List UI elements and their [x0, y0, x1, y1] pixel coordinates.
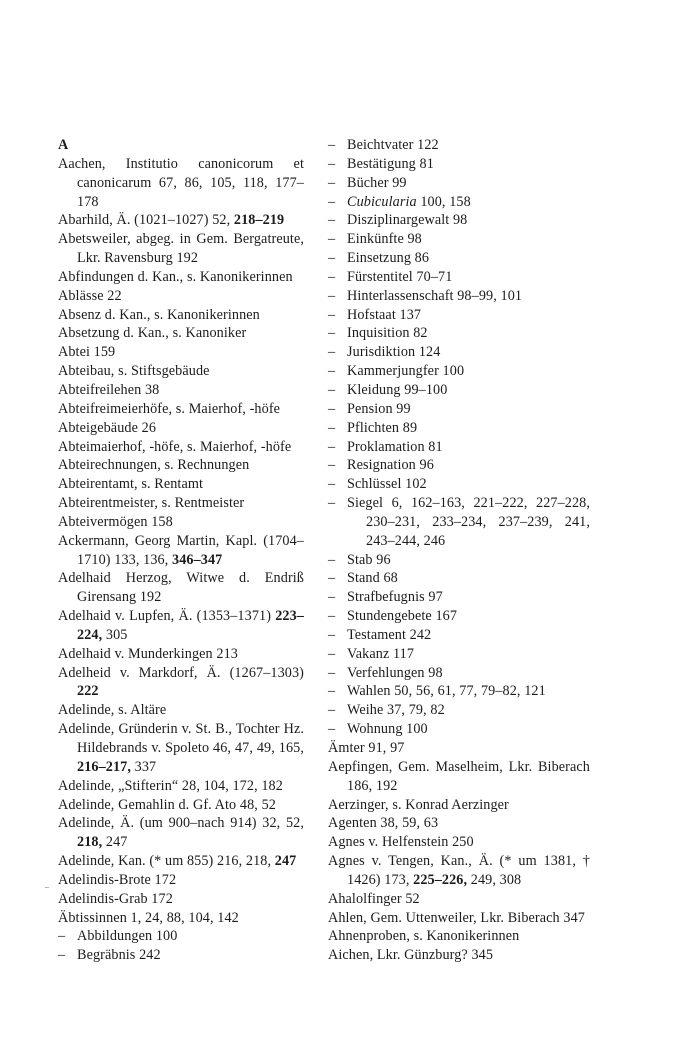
- entry-text: 223–224,: [77, 608, 304, 643]
- index-entry: [328, 890, 590, 909]
- entry-text: 218–219: [233, 212, 285, 229]
- index-entry: [58, 796, 304, 815]
- index-entry: [58, 777, 304, 796]
- index-subentry: [328, 607, 590, 626]
- entry-text: Abteivermögen 158: [58, 513, 173, 530]
- margin-mark: [45, 887, 49, 888]
- index-entry: [58, 343, 304, 362]
- entry-text: Ahlen, Gem. Uttenweiler, Lkr. Biberach 347: [328, 909, 585, 926]
- entry-text: 218,: [77, 834, 103, 851]
- index-subentry: [58, 946, 304, 965]
- subentry-dash: –: [328, 664, 336, 681]
- entry-text: Bücher 99: [347, 174, 407, 191]
- entry-text: Weihe 37, 79, 82: [347, 702, 445, 719]
- entry-text: Adelhaid v. Lupfen, Ä. (1353–1371): [58, 608, 276, 625]
- entry-text: 100, 158: [416, 193, 471, 210]
- index-subentry: [328, 174, 590, 193]
- entry-text: Abtei 159: [58, 344, 116, 361]
- entry-text: Abteigebäude 26: [58, 419, 157, 436]
- entry-text: 337: [131, 758, 157, 775]
- entry-text: Abbildungen 100: [77, 928, 178, 945]
- entry-text: Jurisdiktion 124: [347, 344, 441, 361]
- subentry-dash: –: [328, 363, 336, 380]
- entry-text: Abteirentmeister, s. Rentmeister: [58, 495, 245, 512]
- entry-text: Aepfingen, Gem. Maselheim, Lkr. Biberach 186, 192: [328, 758, 590, 794]
- entry-text: Äbtissinnen 1, 24, 88, 104, 142: [58, 909, 239, 926]
- subentry-dash: –: [328, 589, 336, 606]
- index-subentry: [328, 136, 590, 155]
- subentry-dash: –: [328, 400, 336, 417]
- entry-text: Abfindungen d. Kan., s. Kanonikerinnen: [58, 268, 293, 285]
- index-subentry: [328, 287, 590, 306]
- index-entry: [58, 645, 304, 664]
- subentry-dash: –: [58, 947, 66, 964]
- index-column-right: [328, 136, 590, 965]
- index-column-left: [58, 136, 304, 965]
- index-subentry: [328, 419, 590, 438]
- subentry-dash: –: [328, 193, 336, 210]
- index-entry: [58, 814, 304, 852]
- index-entry: [328, 852, 590, 890]
- index-entry: [58, 456, 304, 475]
- index-subentry: [328, 456, 590, 475]
- entry-text: Adelindis-Grab 172: [58, 890, 173, 907]
- index-subentry: [328, 569, 590, 588]
- entry-text: Adelinde, Gemahlin d. Gf. Ato 48, 52: [58, 796, 276, 813]
- index-subentry: [328, 268, 590, 287]
- index-subentry: [328, 306, 590, 325]
- entry-text: Begräbnis 242: [77, 947, 161, 964]
- entry-text: Adelindis-Brote 172: [58, 871, 177, 888]
- entry-text: 225–226,: [413, 871, 468, 888]
- index-entry: [58, 306, 304, 325]
- subentry-dash: –: [328, 645, 336, 662]
- entry-text: 247: [102, 834, 128, 851]
- index-entry: [58, 664, 304, 702]
- subentry-dash: –: [328, 212, 336, 229]
- entry-text: Abarhild, Ä. (1021–1027) 52,: [58, 212, 234, 229]
- index-subentry: [328, 211, 590, 230]
- entry-text: Einkünfte 98: [347, 231, 422, 248]
- entry-text: Adelinde, Gründerin v. St. B., Tochter Hz. Hildebrands v. Spoleto 46, 47, 49, 165,: [58, 721, 304, 756]
- subentry-dash: –: [328, 231, 336, 248]
- entry-text: Kleidung 99–100: [347, 381, 448, 398]
- index-entry: [58, 532, 304, 570]
- index-entry: [58, 268, 304, 287]
- subentry-dash: –: [328, 250, 336, 267]
- subentry-dash: –: [328, 137, 336, 153]
- index-subentry: [328, 682, 590, 701]
- index-entry: [58, 569, 304, 607]
- subentry-dash: –: [328, 438, 336, 455]
- entry-text: Pension 99: [347, 400, 411, 417]
- index-subentry: [328, 400, 590, 419]
- index-entry: [328, 927, 590, 946]
- subentry-dash: –: [328, 344, 336, 361]
- index-entry: [58, 909, 304, 928]
- index-subentry: [328, 193, 590, 212]
- entry-text: Stand 68: [347, 570, 398, 587]
- index-entry: [58, 513, 304, 532]
- index-subentry: [328, 588, 590, 607]
- subentry-dash: –: [328, 457, 336, 474]
- index-entry: [58, 701, 304, 720]
- entry-text: Cubicularia: [347, 193, 417, 210]
- index-entry: [328, 909, 590, 928]
- subentry-dash: –: [328, 155, 336, 172]
- index-entry: [328, 833, 590, 852]
- subentry-dash: –: [328, 381, 336, 398]
- entry-text: 305: [102, 626, 128, 643]
- entry-text: Disziplinargewalt 98: [347, 212, 468, 229]
- entry-text: Adelinde, s. Altäre: [58, 702, 167, 719]
- entry-text: Hinterlassenschaft 98–99, 101: [347, 287, 523, 304]
- index-entry: [58, 230, 304, 268]
- index-entry: [328, 796, 590, 815]
- subentry-dash: –: [328, 174, 336, 191]
- index-entry: [58, 438, 304, 457]
- entry-text: Ackermann, Georg Martin, Kapl. (1704–1710) 133, 136,: [58, 532, 304, 568]
- entry-text: Stab 96: [347, 551, 391, 568]
- subentry-dash: –: [328, 419, 336, 436]
- entry-text: Adelinde, „Stifterin“ 28, 104, 172, 182: [58, 777, 283, 794]
- subentry-dash: –: [328, 721, 336, 738]
- entry-text: Abteifreilehen 38: [58, 381, 160, 398]
- entry-text: Ahnenproben, s. Kanonikerinnen: [328, 928, 520, 945]
- entry-text: Verfehlungen 98: [347, 664, 443, 681]
- index-subentry: [328, 645, 590, 664]
- entry-text: Wahlen 50, 56, 61, 77, 79–82, 121: [347, 683, 546, 700]
- index-entry: [58, 494, 304, 513]
- left-entry-list: [58, 155, 304, 965]
- index-subentry: [328, 551, 590, 570]
- index-entry: [58, 381, 304, 400]
- index-subentry: [328, 626, 590, 645]
- entry-text: Aachen, Institutio canonicorum et canonicarum 67, 86, 105, 118, 177–178: [58, 155, 304, 210]
- index-entry: [328, 739, 590, 758]
- entry-text: Abteibau, s. Stiftsgebäude: [58, 363, 210, 380]
- subentry-dash: –: [328, 495, 336, 512]
- section-letter: A: [58, 137, 69, 153]
- subentry-dash: –: [328, 608, 336, 625]
- index-subentry: [328, 720, 590, 739]
- entry-text: Stundengebete 167: [347, 608, 458, 625]
- index-subentry: [328, 475, 590, 494]
- entry-text: Absenz d. Kan., s. Kanonikerinnen: [58, 306, 260, 323]
- subentry-dash: –: [328, 268, 336, 285]
- entry-text: Hofstaat 137: [347, 306, 422, 323]
- index-entry: [58, 890, 304, 909]
- entry-text: Agnes v. Helfenstein 250: [328, 834, 474, 851]
- entry-text: Aerzinger, s. Konrad Aerzinger: [328, 796, 509, 813]
- entry-text: 346–347: [172, 551, 223, 568]
- entry-text: Abteimaierhof, -höfe, s. Maierhof, -höfe: [58, 438, 292, 455]
- subentry-dash: –: [328, 702, 336, 719]
- entry-text: Absetzung d. Kan., s. Kanoniker: [58, 325, 247, 342]
- entry-text: Abteirentamt, s. Rentamt: [58, 476, 204, 493]
- index-subentry: [328, 230, 590, 249]
- index-entry: [58, 852, 304, 871]
- entry-text: Ahalolfinger 52: [328, 890, 420, 907]
- entry-text: Einsetzung 86: [347, 250, 430, 267]
- subentry-dash: –: [58, 928, 66, 945]
- entry-text: 247: [274, 853, 297, 870]
- index-subentry: [328, 155, 590, 174]
- index-subentry: [328, 362, 590, 381]
- index-entry: [58, 400, 304, 419]
- index-entry: [58, 419, 304, 438]
- subentry-dash: –: [328, 570, 336, 587]
- index-subentry: [328, 664, 590, 683]
- subentry-dash: –: [328, 683, 336, 700]
- entry-text: Bestätigung 81: [347, 155, 434, 172]
- index-entry: [58, 475, 304, 494]
- index-entry: [58, 155, 304, 212]
- entry-text: Agenten 38, 59, 63: [328, 815, 439, 832]
- index-entry: [328, 946, 590, 965]
- entry-text: Adelheid v. Markdorf, Ä. (1267–1303): [58, 664, 304, 681]
- index-subentry: [328, 324, 590, 343]
- entry-text: Adelinde, Ä. (um 900–nach 914) 32, 52,: [58, 815, 304, 832]
- index-entry: [58, 607, 304, 645]
- entry-text: Strafbefugnis 97: [347, 589, 443, 606]
- index-entry: [58, 211, 304, 230]
- index-entry: [58, 871, 304, 890]
- index-subentry: [328, 381, 590, 400]
- entry-text: Ämter 91, 97: [328, 740, 405, 756]
- entry-text: Abetsweiler, abgeg. in Gem. Bergatreute, Lkr. Ravensburg 192: [58, 231, 304, 267]
- subentry-dash: –: [328, 287, 336, 304]
- index-entry: [58, 362, 304, 381]
- entry-text: Resignation 96: [347, 457, 434, 474]
- entry-text: Abteifreimeierhöfe, s. Maierhof, -höfe: [58, 400, 281, 417]
- subentry-dash: –: [328, 476, 336, 493]
- index-subentry: [58, 927, 304, 946]
- entry-text: Pflichten 89: [347, 419, 418, 436]
- subentry-dash: –: [328, 626, 336, 643]
- entry-text: Inquisition 82: [347, 325, 428, 342]
- index-entry: [328, 758, 590, 796]
- entry-text: Agnes v. Tengen, Kan., Ä. (* um 1381, † 1426) 173,: [328, 853, 590, 888]
- subentry-dash: –: [328, 551, 336, 568]
- index-entry: [328, 814, 590, 833]
- index-subentry: [328, 494, 590, 551]
- index-subentry: [328, 701, 590, 720]
- entry-text: Ablässe 22: [58, 287, 122, 304]
- subentry-dash: –: [328, 306, 336, 323]
- entry-text: Proklamation 81: [347, 438, 443, 455]
- entry-text: 249, 308: [467, 871, 522, 888]
- entry-text: Wohnung 100: [347, 721, 428, 738]
- entry-text: Testament 242: [347, 626, 432, 643]
- index-subentry: [328, 438, 590, 457]
- index-entry: [58, 324, 304, 343]
- entry-text: 222: [77, 683, 99, 700]
- entry-text: 216–217,: [77, 758, 132, 775]
- entry-text: Siegel 6, 162–163, 221–222, 227–228, 230–231, 233–234, 237–239, 241, 243–244, 246: [347, 495, 590, 549]
- index-entry: [58, 287, 304, 306]
- subentry-dash: –: [328, 325, 336, 342]
- index-subentry: [328, 343, 590, 362]
- entry-text: Abteirechnungen, s. Rechnungen: [58, 457, 250, 474]
- entry-text: Fürstentitel 70–71: [347, 268, 453, 285]
- entry-text: Adelhaid Herzog, Witwe d. Endriß Girensang 192: [58, 570, 304, 606]
- entry-text: Schlüssel 102: [347, 476, 427, 493]
- index-entry: [58, 720, 304, 777]
- entry-text: Vakanz 117: [347, 645, 415, 662]
- index-subentry: [328, 249, 590, 268]
- entry-text: Adelinde, Kan. (* um 855) 216, 218,: [58, 853, 275, 870]
- entry-text: Beichtvater 122: [347, 137, 439, 153]
- entry-text: Adelhaid v. Munderkingen 213: [58, 645, 238, 662]
- right-entry-list: [328, 136, 590, 965]
- entry-text: Kammerjungfer 100: [347, 363, 465, 380]
- entry-text: Aichen, Lkr. Günzburg? 345: [328, 947, 494, 964]
